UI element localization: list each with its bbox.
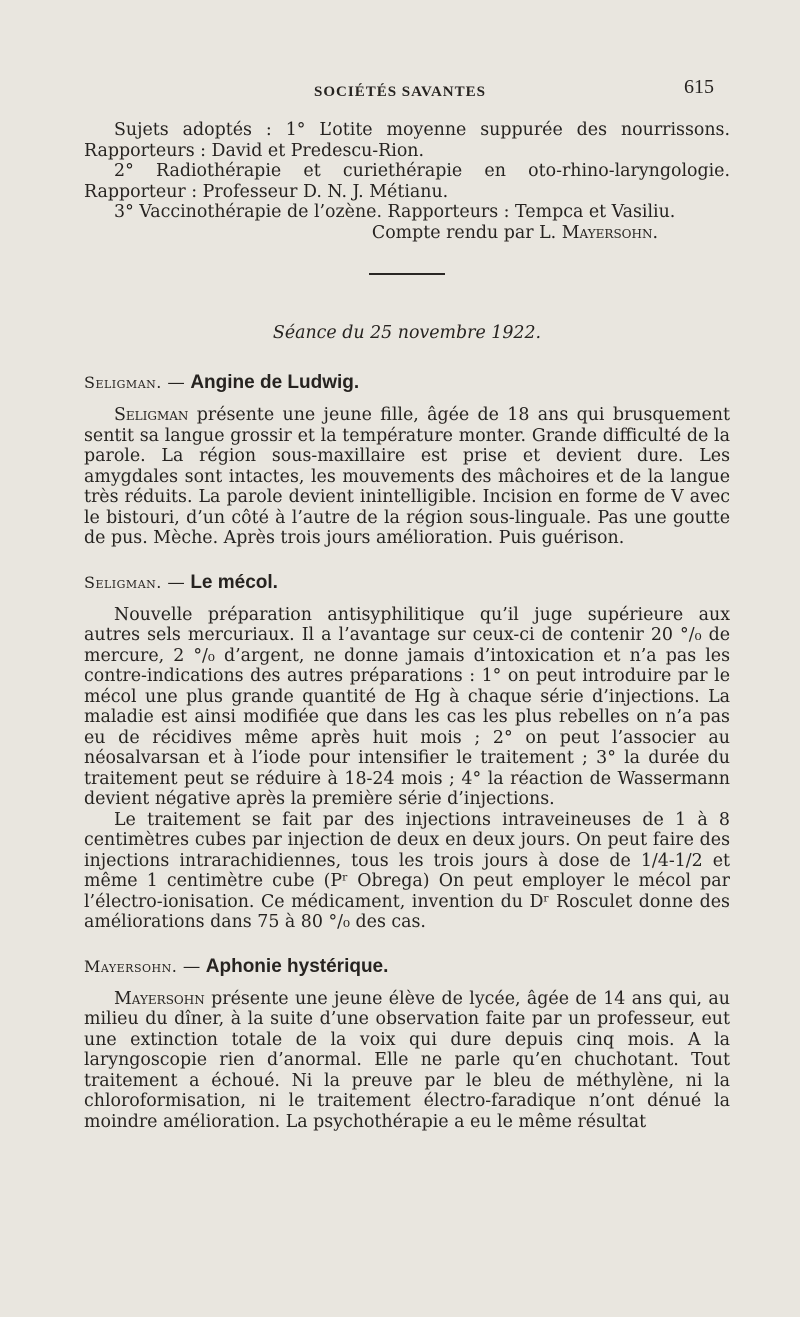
- heading-dash: —: [161, 373, 191, 393]
- section-paragraph: Le traitement se fait par des injections intraveineuses de 1 à 8 centimètres cubes par injection de deux en deux jours. On peut faire des injections intrarachidiennes, tous les trois jours à dose de 1/4-1/2 et même 1 centimètre cube (Pʳ Obrega) On peut employer le mécol par l’électro-ionisation. Ce médicament, invention du Dʳ Rosculet donne des améliorations dans 75 à 80 °/₀ des cas.: [84, 809, 730, 932]
- section-author: Seligman.: [84, 373, 162, 392]
- section-author: Seligman.: [84, 572, 162, 592]
- intro-paragraph-3: 3° Vaccinothérapie de l’ozène. Rapporteurs : Tempca et Vasiliu.: [114, 202, 676, 222]
- page-number: 615: [684, 76, 714, 98]
- running-header: SOCIÉTÉS SAVANTES: [314, 84, 486, 100]
- section-topic: Angine de Ludwig.: [190, 372, 360, 393]
- section-topic: Aphonie hystérique.: [205, 955, 389, 977]
- heading-dash: —: [177, 956, 206, 977]
- lead-author: Seligman: [114, 405, 189, 425]
- paragraph-text: présente une jeune fille, âgée de 18 ans qui brusquement sentit sa langue grossir et la température monter. Grande difficulté de la parole. La région sous-maxillaire est prise et devient dure. Les amygdales sont intactes, les mouvements des mâchoires et de la langue très réduits. La parole devient inintelligible. Incision en forme de V avec le bistouri, d’un côté à l’autre de la région sous-linguale. Pas une goutte de pus. Mèche. Après trois jours amélioration. Puis guérison.: [84, 405, 730, 548]
- report-signature: [84, 223, 730, 244]
- section-heading: [84, 371, 730, 395]
- section-author: Mayersohn.: [84, 956, 178, 976]
- lead-author: Mayersohn: [114, 988, 205, 1009]
- section-paragraph: Nouvelle préparation antisyphilitique qu’il juge supérieure aux autres sels mercuriaux. Il a l’avantage sur ceux-ci de contenir 20 °/₀ de mercure, 2 °/₀ d’argent, ne donne jamais d’intoxication et n’a pas les contre-indications des autres préparations : 1° on peut introduire par le mécol une plus grande quantité de Hg à chaque série d’injections. La maladie est ainsi modifiée que dans les cas les plus rebelles on n’a pas eu de récidives même après huit mois ; 2° on peut l’associer au néosalvarsan et à l’iode pour intensifier le traitement ; 3° la durée du traitement peut se réduire à 18-24 mois ; 4° la réaction de Wassermann devient négative après la première série d’injections.: [84, 604, 730, 809]
- paragraph-text: présente une jeune élève de lycée, âgée de 14 ans qui, au milieu du dîner, à la suite d’une observation faite par un professeur, eut une extinction totale de la voix qui dure depuis cinq mois. A la laryngoscopie rien d’anormal. Elle ne parle qu’en chuchotant. Tout traitement a échoué. Ni la preuve par le bleu de méthylène, ni la chloroformisation, ni le traitement électro-faradique n’ont dénué la moindre amélioration. La psychothérapie a eu le même résultat: [84, 988, 730, 1132]
- section-heading: [84, 955, 730, 979]
- signature-prefix: Compte rendu par L.: [371, 222, 562, 243]
- section-paragraph: [84, 405, 730, 549]
- intro-paragraph-1: Sujets adoptés : 1° L’otite moyenne suppurée des nourrissons. Rapporteurs : David et Predescu-Rion.: [84, 120, 730, 161]
- section-paragraph: [84, 989, 730, 1133]
- heading-dash: —: [161, 572, 191, 593]
- document-body: [84, 120, 730, 1132]
- section-topic: Le mécol.: [190, 571, 278, 593]
- signature-name: Mayersohn.: [561, 222, 658, 243]
- seance-title: Séance du 25 novembre 1922.: [272, 322, 542, 343]
- section-heading: [84, 571, 730, 595]
- section-divider: [369, 273, 445, 275]
- intro-paragraph-2: 2° Radiothérapie et curiethérapie en oto-rhino-laryngologie. Rapporteur : Professeur D. N. J. Métianu.: [84, 161, 730, 202]
